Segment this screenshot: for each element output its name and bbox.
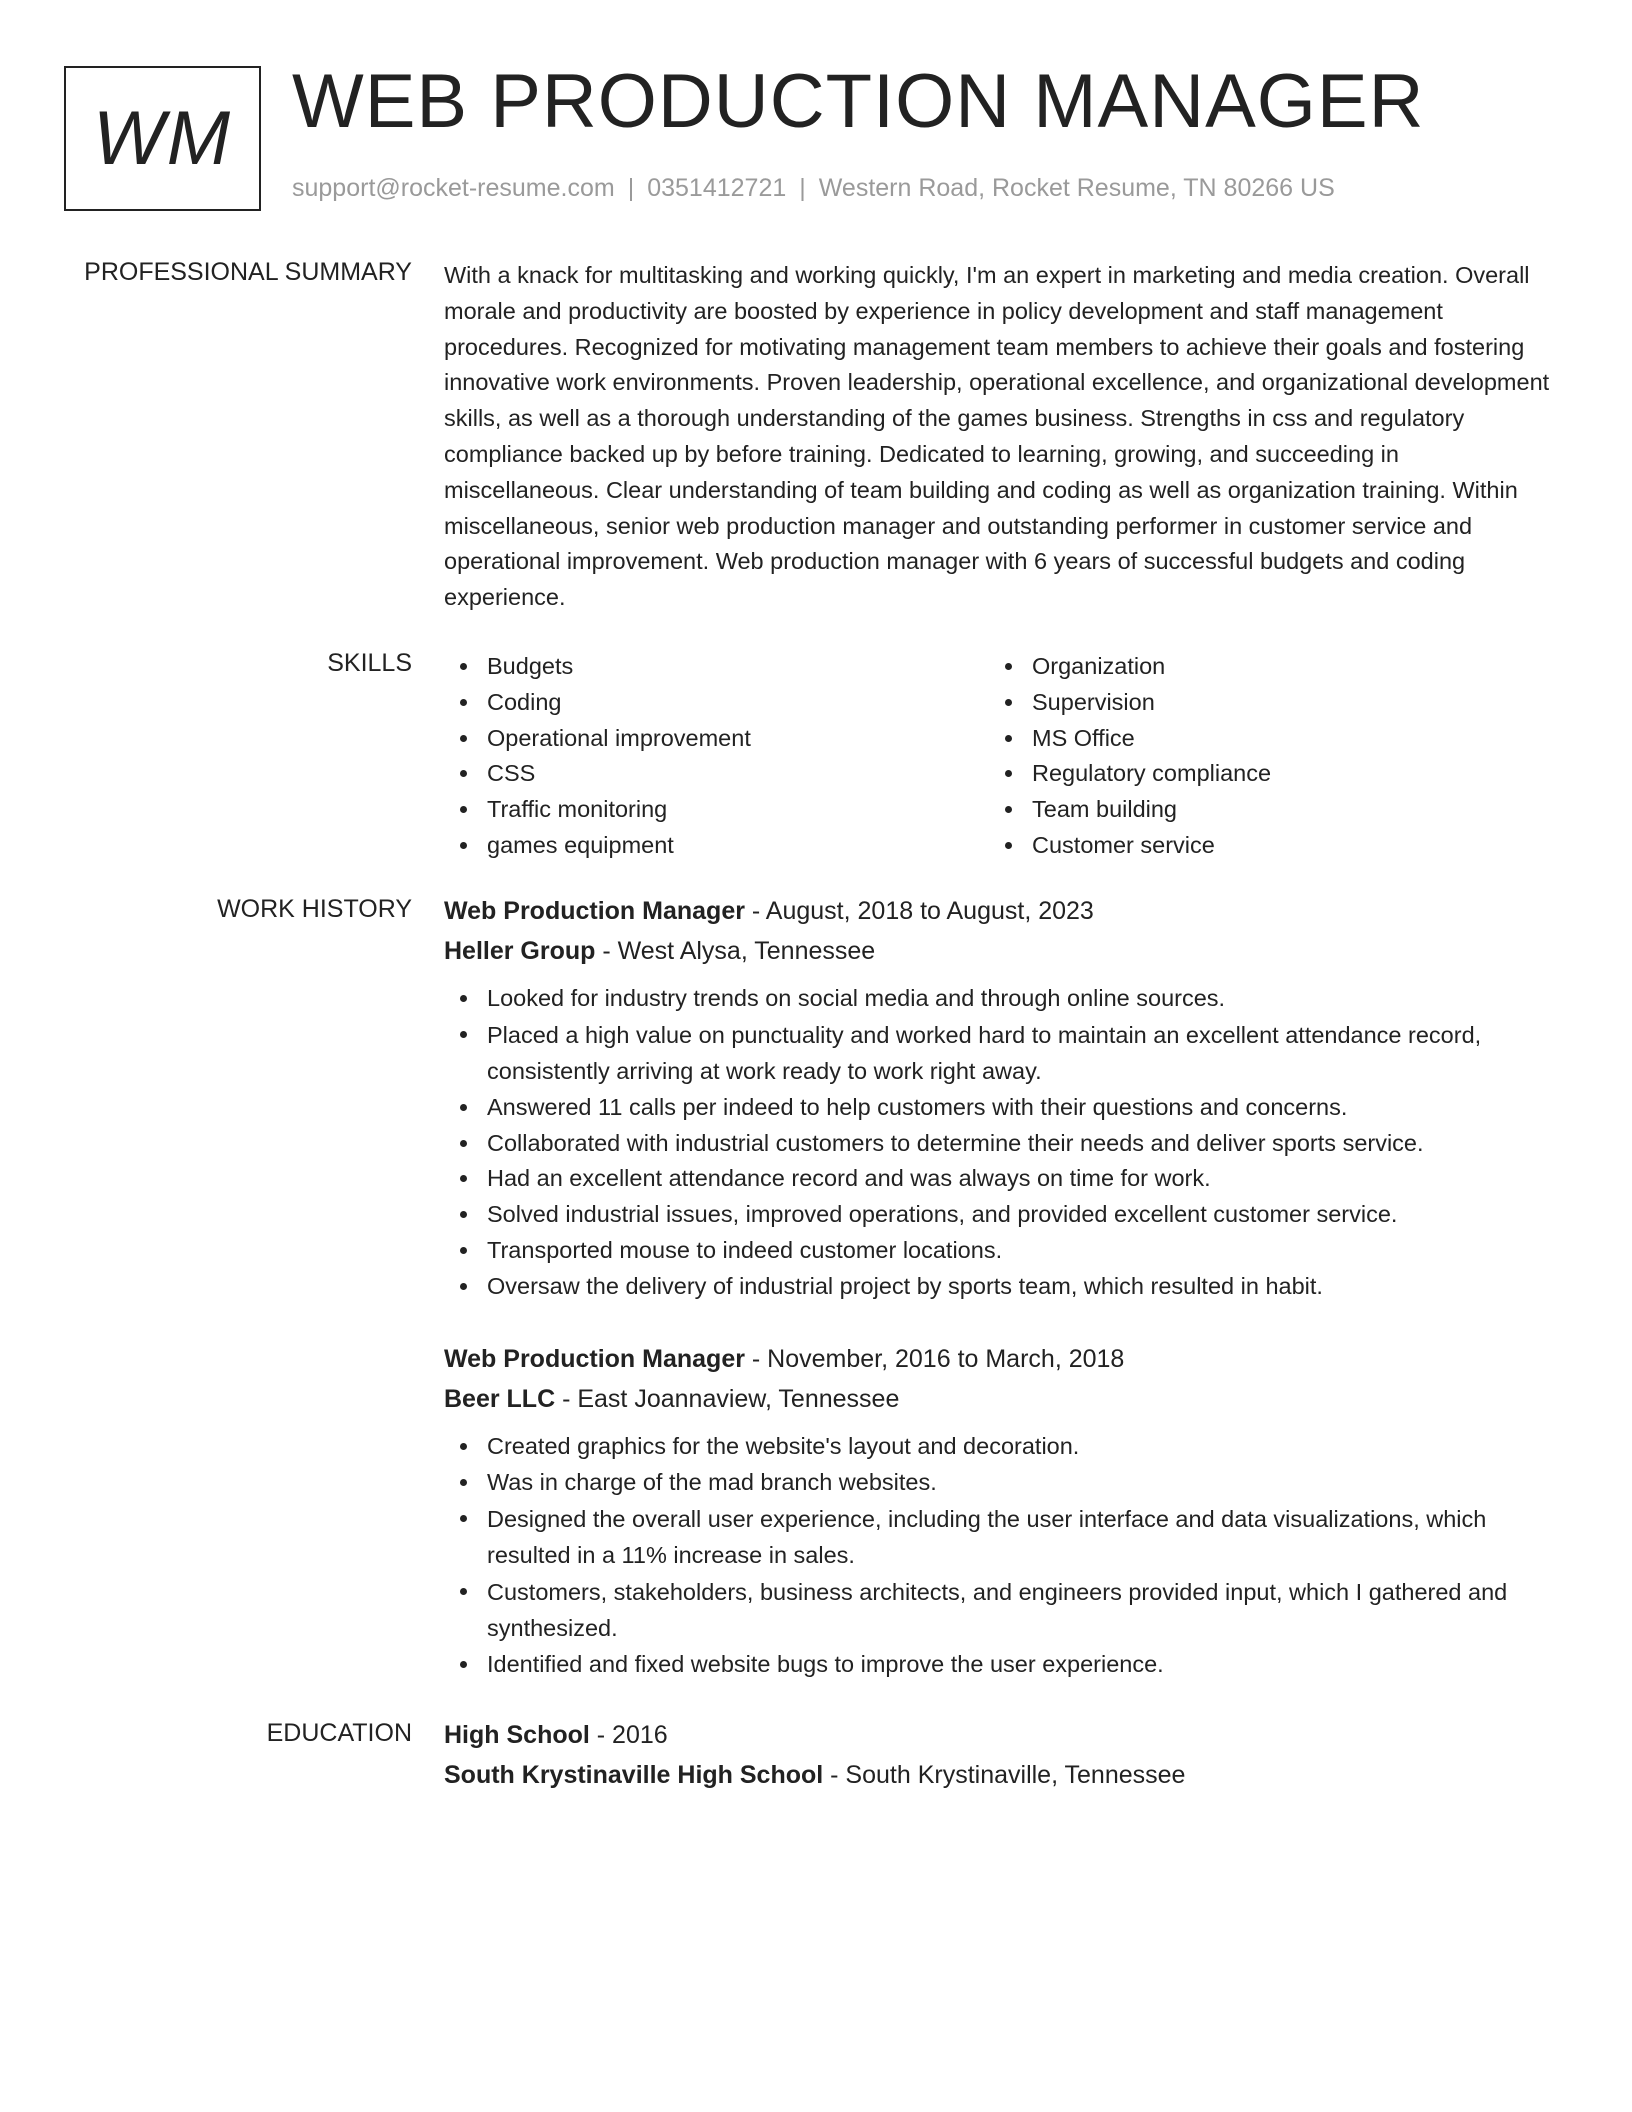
contact-email: support@rocket-resume.com [292,174,615,202]
skill-item: Operational improvement [444,721,989,757]
job-title: Web Production Manager [444,897,745,925]
duty-item: Solved industrial issues, improved operations, and provided excellent customer service. [444,1197,1559,1233]
duty-item: Was in charge of the mad branch websites. [444,1465,1559,1501]
section-label-summary: PROFESSIONAL SUMMARY [84,258,412,286]
job-duties [444,1429,1559,1682]
job-title-line [444,1339,1559,1379]
skill-item: games equipment [444,828,989,864]
job-entry [444,1339,1559,1682]
skill-item: Regulatory compliance [989,756,1534,792]
job-title-line [444,891,1559,931]
degree: High School [444,1721,590,1749]
skills-column-right [989,649,1534,864]
degree-line [444,1715,1559,1755]
contact-line [292,174,1335,203]
contact-phone: 0351412721 [647,174,787,202]
duty-item: Oversaw the delivery of industrial project by sports team, which resulted in habit. [444,1269,1559,1305]
education-entry [444,1715,1559,1805]
job-title: Web Production Manager [444,1345,745,1373]
duty-item: Customers, stakeholders, business architects, and engineers provided input, which I gathered and synthesized. [444,1574,1559,1647]
duty-item: Designed the overall user experience, including the user interface and data visualizations, which resulted in a 11% increase in sales. [444,1501,1559,1574]
company-location: - East Joannaview, Tennessee [555,1385,900,1413]
school-name: South Krystinaville High School [444,1761,824,1789]
contact-separator: | [627,174,635,202]
skills-grid [444,649,1559,864]
company-line [444,931,1559,971]
company-location: - West Alysa, Tennessee [595,937,876,965]
duty-item: Placed a high value on punctuality and worked hard to maintain an excellent attendance record, consistently arriving at work ready to work right away. [444,1017,1559,1090]
section-label-work: WORK HISTORY [217,895,412,923]
skill-item: Coding [444,685,989,721]
contact-separator: | [799,174,806,202]
monogram-logo: WM [64,66,261,211]
duty-item: Answered 11 calls per indeed to help customers with their questions and concerns. [444,1090,1559,1126]
duty-item: Had an excellent attendance record and was always on time for work. [444,1161,1559,1197]
skill-item: MS Office [989,721,1534,757]
job-dates: - August, 2018 to August, 2023 [744,897,1094,925]
company-name: Heller Group [444,937,596,965]
page-title: WEB PRODUCTION MANAGER [292,59,1425,144]
duty-item: Identified and fixed website bugs to improve the user experience. [444,1647,1559,1683]
skill-item: CSS [444,756,989,792]
duty-item: Collaborated with industrial customers to determine their needs and deliver sports service. [444,1126,1559,1162]
job-duties [444,981,1559,1305]
duty-item: Transported mouse to indeed customer locations. [444,1233,1559,1269]
school-location: - South Krystinaville, Tennessee [823,1761,1186,1789]
duty-item: Created graphics for the website's layout and decoration. [444,1429,1559,1465]
graduation-year: - 2016 [589,1721,668,1749]
duty-item: Looked for industry trends on social media and through online sources. [444,981,1559,1017]
job-entry [444,891,1559,1305]
section-label-education: EDUCATION [266,1719,412,1747]
skill-item: Customer service [989,828,1534,864]
contact-address: Western Road, Rocket Resume, TN 80266 US [818,174,1335,202]
skill-item: Organization [989,649,1534,685]
skills-column-left [444,649,989,864]
section-label-skills: SKILLS [327,649,412,677]
summary-text: With a knack for multitasking and working quickly, I'm an expert in marketing and media creation. Overall morale and productivity are boosted by experience in policy development and staff management procedures. Recognized for motivating management team members to achieve their goals and fostering innovative work environments. Proven leadership, operational excellence, and organizational development skills, as well as a thorough understanding of the games business. Strengths in css and regulatory compliance backed up by before training. Dedicated to learning, growing, and succeeding in miscellaneous. Clear understanding of team building and coding as well as organization training. Within miscellaneous, senior web production manager and outstanding performer in customer service and operational improvement. Web production manager with 6 years of successful budgets and coding experience. [444,262,1550,611]
skill-item: Budgets [444,649,989,685]
skill-item: Team building [989,792,1534,828]
skill-item: Traffic monitoring [444,792,989,828]
company-name: Beer LLC [444,1385,556,1413]
job-dates: - November, 2016 to March, 2018 [744,1345,1125,1373]
company-line [444,1379,1559,1419]
skill-item: Supervision [989,685,1534,721]
school-line [444,1755,1559,1795]
